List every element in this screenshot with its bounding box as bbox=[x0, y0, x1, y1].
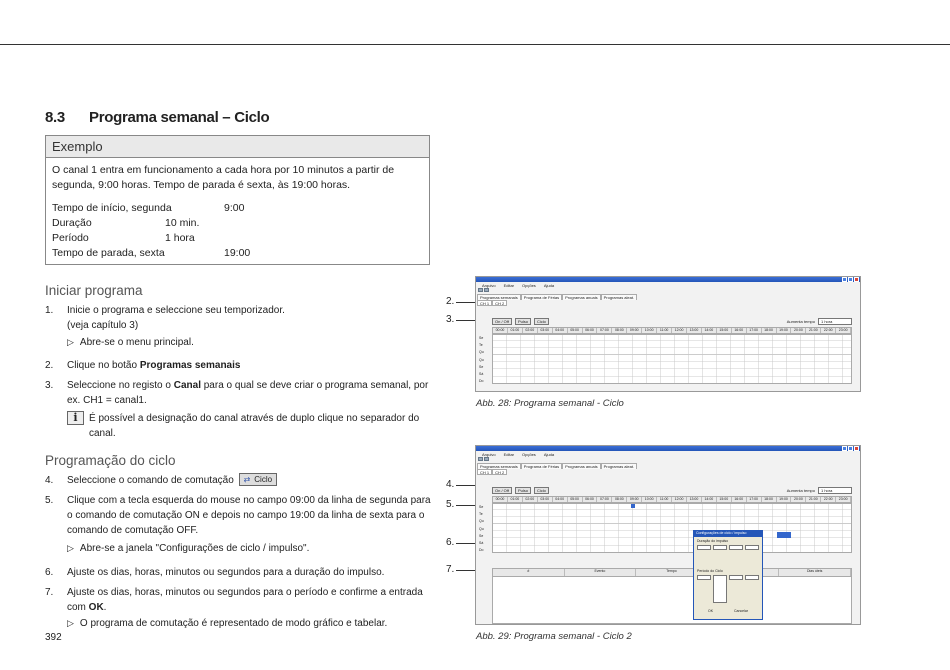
hour-label: 16:00 bbox=[732, 497, 747, 502]
hour-label: 00:00 bbox=[493, 328, 508, 333]
hour-label: 17:00 bbox=[747, 328, 762, 333]
day-label: Sá bbox=[479, 540, 484, 545]
dialog-title: Configurações de ciclo / impulso bbox=[694, 531, 762, 537]
hour-label: 04:00 bbox=[553, 497, 568, 502]
dialog-ok-button: OK bbox=[708, 609, 714, 613]
window-buttons bbox=[842, 277, 859, 282]
day-label: Qu bbox=[479, 357, 484, 362]
day-label: Do bbox=[479, 379, 484, 384]
period-hours-dropdown bbox=[713, 575, 727, 603]
hour-label: 19:00 bbox=[777, 497, 792, 502]
example-label: Duração bbox=[52, 217, 92, 229]
day-label: Se bbox=[479, 533, 484, 538]
hour-label: 06:00 bbox=[583, 328, 598, 333]
tab-ch1: CH 1 bbox=[477, 469, 492, 475]
start-heading: Iniciar programa bbox=[45, 283, 143, 298]
hour-label: 10:00 bbox=[642, 328, 657, 333]
pulse-button: Pulso bbox=[515, 318, 531, 325]
menu-editar: Editar bbox=[503, 451, 515, 457]
step-5-result: ▷ Abre-se a janela "Configurações de ciclo / impulso". bbox=[67, 543, 310, 554]
channel-tabs bbox=[476, 300, 860, 306]
step-text: Seleccione o comando de comutação ⇄ Ciclo bbox=[67, 473, 437, 488]
onoff-button: On / Off bbox=[492, 487, 512, 494]
step-text: Clique com a tecla esquerda do mouse no campo 09:00 da linha de segunda para o comando de comutação ON e depois no campo 19:00 da linha de sexta para o comando de comutação OFF. bbox=[67, 495, 431, 536]
cycle-icon: ⇄ bbox=[243, 475, 251, 484]
menu-opcoes: Opções bbox=[522, 282, 536, 288]
th-weekdays: Dias úteis bbox=[779, 569, 851, 576]
duration-sec-field bbox=[745, 545, 759, 550]
example-value: 10 min. bbox=[165, 217, 200, 229]
period-min-field bbox=[729, 575, 743, 580]
maximize-icon bbox=[848, 277, 853, 282]
hour-label: 11:00 bbox=[657, 328, 672, 333]
callout-2: 2. bbox=[446, 296, 455, 307]
day-label: Qu bbox=[479, 350, 484, 355]
day-label: Qu bbox=[479, 526, 484, 531]
zoom-label: Aumenta tempo bbox=[786, 487, 815, 493]
step-number: 3. bbox=[45, 380, 54, 391]
hour-label: 23:00 bbox=[836, 328, 851, 333]
example-value: 9:00 bbox=[224, 202, 245, 214]
hour-label: 20:00 bbox=[791, 497, 806, 502]
th-time: Tempo bbox=[636, 569, 708, 576]
callout-5: 5. bbox=[446, 499, 455, 510]
day-label: Qu bbox=[479, 519, 484, 524]
menu-arquivo: Arquivo bbox=[482, 451, 496, 457]
duration-hours-field bbox=[713, 545, 727, 550]
hour-label: 09:00 bbox=[627, 328, 642, 333]
window-buttons bbox=[842, 446, 859, 451]
menu-arquivo: Arquivo bbox=[482, 282, 496, 288]
dialog-period-label: Período do Ciclo bbox=[697, 569, 723, 573]
day-labels bbox=[479, 504, 484, 554]
hours-header bbox=[492, 496, 852, 503]
hour-label: 14:00 bbox=[702, 328, 717, 333]
hour-label: 00:00 bbox=[493, 497, 508, 502]
hour-label: 15:00 bbox=[717, 328, 732, 333]
tab-weekly: Programas semanais bbox=[477, 463, 521, 469]
example-value: 1 hora bbox=[165, 232, 195, 244]
page-number: 392 bbox=[45, 632, 62, 643]
hour-label: 08:00 bbox=[612, 328, 627, 333]
schedule-grid bbox=[492, 334, 852, 384]
cycle-button: Ciclo bbox=[534, 318, 549, 325]
tab-random: Programas aleat. bbox=[601, 463, 637, 469]
tab-annual: Programas anuais bbox=[562, 463, 600, 469]
triangle-icon: ▷ bbox=[67, 543, 74, 553]
figure-caption: Abb. 28: Programa semanal - Ciclo bbox=[476, 398, 624, 409]
triangle-icon: ▷ bbox=[67, 618, 74, 628]
th-index: # bbox=[493, 569, 565, 576]
period-days-field bbox=[697, 575, 711, 580]
callout-6: 6. bbox=[446, 537, 455, 548]
tab-ch2: CH 2 bbox=[492, 300, 507, 306]
hour-label: 05:00 bbox=[568, 497, 583, 502]
hour-label: 03:00 bbox=[538, 497, 553, 502]
menu-opcoes: Opções bbox=[522, 451, 536, 457]
step-text: Seleccione no registo o Canal para o qual se deve criar o programa semanal, por ex. CH1 = canal1. bbox=[67, 380, 429, 406]
open-icon bbox=[478, 288, 483, 292]
callout-4: 4. bbox=[446, 479, 455, 490]
cycle-dialog bbox=[693, 530, 763, 620]
hour-label: 10:00 bbox=[642, 497, 657, 502]
day-label: Se bbox=[479, 336, 484, 340]
hour-label: 23:00 bbox=[836, 497, 851, 502]
save-icon bbox=[484, 288, 489, 292]
hour-label: 05:00 bbox=[568, 328, 583, 333]
channel-tabs bbox=[476, 469, 860, 475]
minimize-icon bbox=[842, 277, 847, 282]
step-3-note: É possível a designação do canal através de duplo clique no separador do canal. bbox=[89, 413, 420, 439]
table-header bbox=[493, 569, 851, 577]
cycle-stop-marker bbox=[777, 532, 791, 538]
hour-label: 06:00 bbox=[583, 497, 598, 502]
ciclo-button: ⇄ Ciclo bbox=[239, 473, 277, 486]
hour-label: 17:00 bbox=[747, 497, 762, 502]
hour-label: 12:00 bbox=[672, 497, 687, 502]
hour-label: 21:00 bbox=[806, 328, 821, 333]
screenshot-weekly-program bbox=[475, 276, 861, 392]
step-number: 6. bbox=[45, 567, 54, 578]
figure-caption: Abb. 29: Programa semanal - Ciclo 2 bbox=[476, 631, 632, 642]
example-heading: Exemplo bbox=[46, 136, 429, 158]
cycle-heading: Programação do ciclo bbox=[45, 453, 176, 468]
minimize-icon bbox=[842, 446, 847, 451]
th-event: Evento bbox=[565, 569, 637, 576]
header-rule bbox=[0, 44, 950, 45]
step-text: Clique no botão Programas semanais bbox=[67, 360, 241, 371]
triangle-icon: ▷ bbox=[67, 337, 74, 347]
zoom-control bbox=[787, 318, 852, 324]
hour-label: 03:00 bbox=[538, 328, 553, 333]
step-text: Inicie o programa e seleccione seu temporizador. (veja capítulo 3) bbox=[67, 305, 285, 331]
hour-label: 18:00 bbox=[762, 328, 777, 333]
example-label: Tempo de parada, sexta bbox=[52, 247, 165, 259]
hours-header bbox=[492, 327, 852, 334]
tab-holidays: Programa de Férias bbox=[521, 463, 562, 469]
hour-label: 22:00 bbox=[821, 328, 836, 333]
day-labels bbox=[479, 335, 484, 385]
duration-days-field bbox=[697, 545, 711, 550]
cycle-start-marker bbox=[631, 504, 635, 508]
hour-label: 16:00 bbox=[732, 328, 747, 333]
tab-ch2: CH 2 bbox=[492, 469, 507, 475]
example-label: Período bbox=[52, 232, 89, 244]
close-icon bbox=[854, 277, 859, 282]
tab-weekly: Programas semanais bbox=[477, 294, 521, 300]
hour-label: 01:00 bbox=[508, 497, 523, 502]
dialog-cancel-button: Cancelar bbox=[734, 609, 749, 613]
tab-annual: Programas anuais bbox=[562, 294, 600, 300]
period-sec-field bbox=[745, 575, 759, 580]
step-number: 4. bbox=[45, 475, 54, 486]
hour-label: 20:00 bbox=[791, 328, 806, 333]
step-1-result: ▷ Abre-se o menu principal. bbox=[67, 337, 194, 348]
hour-label: 22:00 bbox=[821, 497, 836, 502]
section-number: 8.3 bbox=[45, 109, 65, 126]
duration-min-field bbox=[729, 545, 743, 550]
callout-7: 7. bbox=[446, 564, 455, 575]
hour-label: 12:00 bbox=[672, 328, 687, 333]
hour-label: 09:00 bbox=[627, 497, 642, 502]
zoom-control bbox=[787, 487, 852, 493]
step-number: 1. bbox=[45, 305, 54, 316]
zoom-select: 1 hora bbox=[818, 318, 852, 325]
menu-ajuda: Ajuda bbox=[543, 282, 555, 288]
step-number: 5. bbox=[45, 495, 54, 506]
hour-label: 13:00 bbox=[687, 497, 702, 502]
hour-label: 04:00 bbox=[553, 328, 568, 333]
hour-label: 18:00 bbox=[762, 497, 777, 502]
hour-label: 14:00 bbox=[702, 497, 717, 502]
save-icon bbox=[484, 457, 489, 461]
day-label: Se bbox=[479, 364, 484, 369]
zoom-select: 1 hora bbox=[818, 487, 852, 494]
hour-label: 21:00 bbox=[806, 497, 821, 502]
maximize-icon bbox=[848, 446, 853, 451]
zoom-label: Aumenta tempo bbox=[786, 318, 815, 324]
open-icon bbox=[478, 457, 483, 461]
menu-ajuda: Ajuda bbox=[543, 451, 555, 457]
hour-label: 02:00 bbox=[523, 497, 538, 502]
day-label: Te bbox=[479, 343, 483, 348]
hour-label: 13:00 bbox=[687, 328, 702, 333]
step-text: Ajuste os dias, horas, minutos ou segundos para a duração do impulso. bbox=[67, 567, 385, 578]
callout-3: 3. bbox=[446, 314, 455, 325]
hour-label: 19:00 bbox=[777, 328, 792, 333]
info-icon: i bbox=[67, 411, 84, 425]
dialog-duration-label: Duração do impulso bbox=[697, 539, 729, 543]
step-number: 2. bbox=[45, 360, 54, 371]
onoff-button: On / Off bbox=[492, 318, 512, 325]
pulse-button: Pulso bbox=[515, 487, 531, 494]
close-icon bbox=[854, 446, 859, 451]
day-label: Sá bbox=[479, 371, 484, 376]
example-box bbox=[45, 135, 430, 265]
tab-random: Programas aleat. bbox=[601, 294, 637, 300]
example-value: 19:00 bbox=[224, 247, 251, 259]
hour-label: 07:00 bbox=[597, 328, 612, 333]
hour-label: 15:00 bbox=[717, 497, 732, 502]
day-label: Te bbox=[479, 512, 483, 517]
hour-label: 01:00 bbox=[508, 328, 523, 333]
hour-label: 07:00 bbox=[597, 497, 612, 502]
day-label: Se bbox=[479, 505, 484, 509]
example-label: Tempo de início, segunda bbox=[52, 202, 172, 214]
section-title: Programa semanal – Ciclo bbox=[89, 109, 270, 126]
screenshot-weekly-program-2 bbox=[475, 445, 861, 625]
hour-label: 02:00 bbox=[523, 328, 538, 333]
menu-editar: Editar bbox=[503, 282, 515, 288]
step-number: 7. bbox=[45, 587, 54, 598]
cycle-button: Ciclo bbox=[534, 487, 549, 494]
example-description: O canal 1 entra em funcionamento a cada hora por 10 minutos a partir de segunda, 9:00 horas. Tempo de parada é sexta, às 19:00 horas. bbox=[52, 164, 395, 191]
step-text: Ajuste os dias, horas, minutos ou segundos para o período e confirme a entrada com OK. bbox=[67, 587, 423, 613]
command-buttons bbox=[492, 487, 549, 493]
tab-holidays: Programa de Férias bbox=[521, 294, 562, 300]
step-7-result: ▷ O programa de comutação é representado de modo gráfico e tabelar. bbox=[67, 618, 388, 629]
schedule-grid bbox=[492, 503, 852, 553]
command-buttons bbox=[492, 318, 549, 324]
hour-label: 11:00 bbox=[657, 497, 672, 502]
hour-label: 08:00 bbox=[612, 497, 627, 502]
tab-ch1: CH 1 bbox=[477, 300, 492, 306]
program-table bbox=[492, 568, 852, 624]
day-label: Do bbox=[479, 548, 484, 553]
